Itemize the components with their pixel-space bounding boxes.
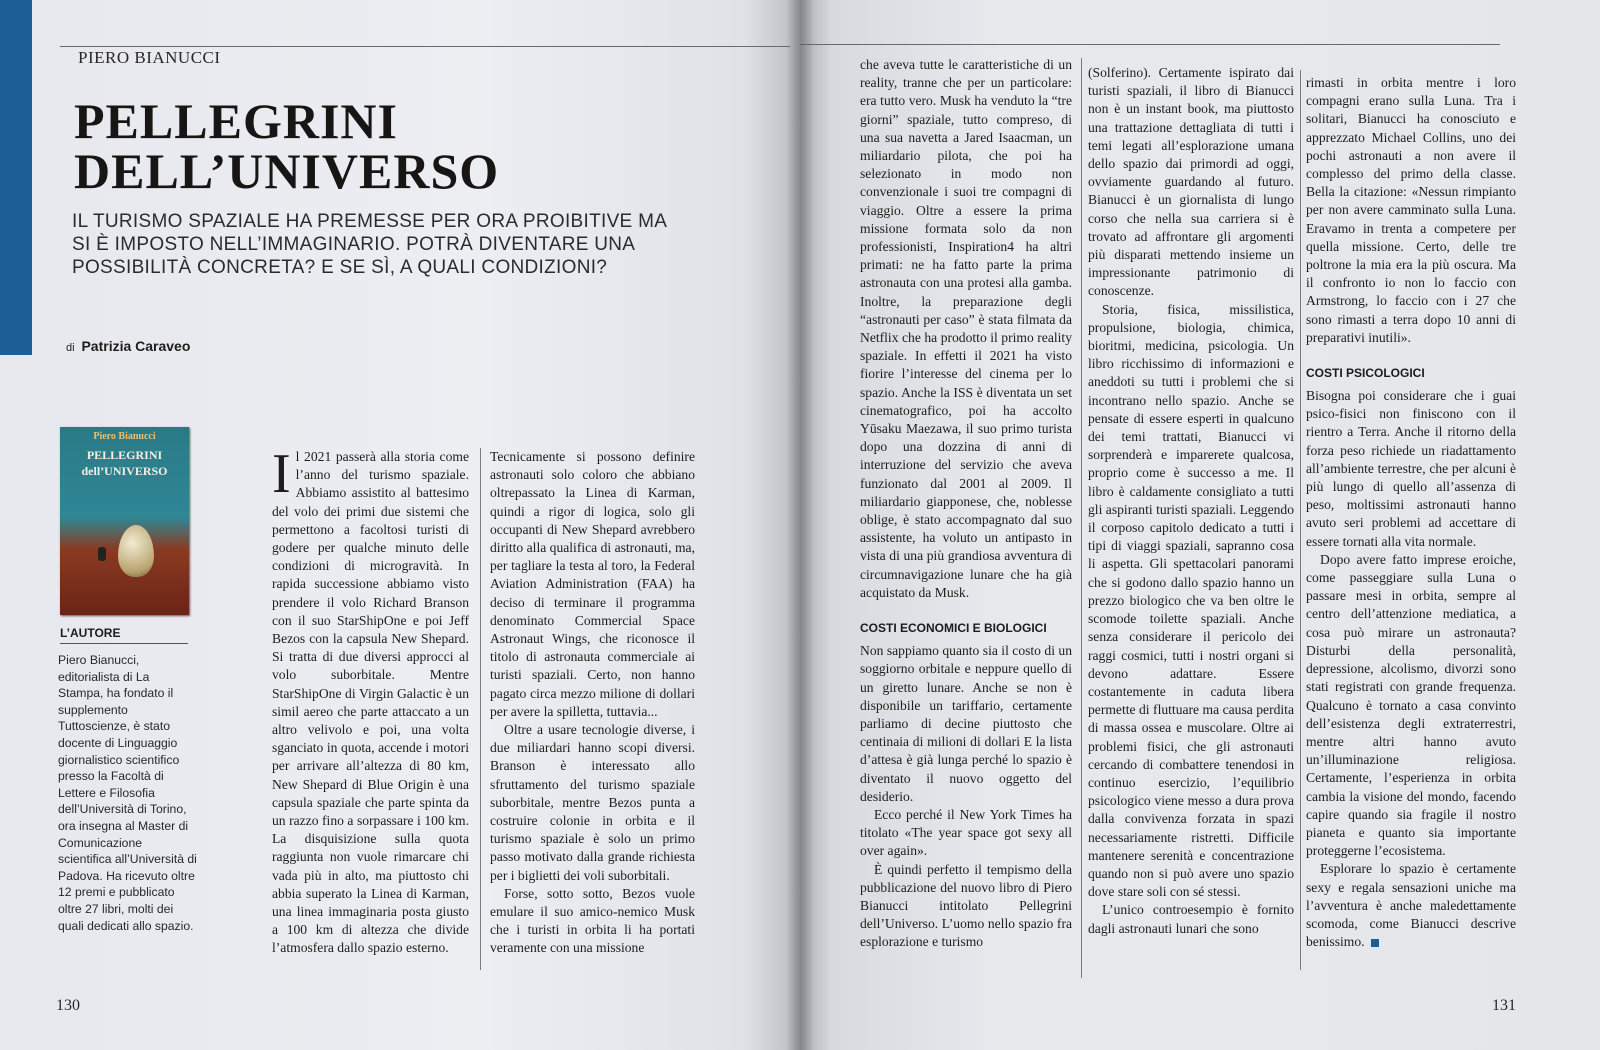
byline (66, 338, 190, 354)
astronaut-figure (98, 547, 106, 561)
header-rule (60, 46, 790, 47)
right-column-2 (1088, 64, 1294, 938)
body-paragraph: che aveva tutte le caratteristiche di un reality, tranne che per un particolare: era tutto vero. Musk ha venduto la “tre giorni” spaziale, tutto compreso, di una sua navetta a Jared Isaacman, un miliardario pilota, che poi ha selezionato in modo non convenzionale i suoi tre compagni di viaggio. Oltre a essere la prima missione formata solo da non professionisti, Inspiration4 ha altri primati: ne ha fatto parte la prima astronauta con una protesi alla gamba. Inoltre, la preparazione degli “astronauti per caso” è stata filmata da Netflix che ha prodotto il primo reality spaziale. In effetti il 2021 ha visto fiorire l’interesse del cinema per lo spazio. Anche la ISS è diventata un set cinematografico, poi ha accolto Yūsaku Maezawa, il suo primo turista dopo una dozzina di anni di interruzione del servizio che aveva funzionato dal 2001 al 2009. Il miliardario giapponese, che, noblesse oblige, è stato accompagnato dal suo assistente, ha voluto un antipasto in vista di una più grandiosa avventura di circumnavigazione lunare che ha già acquistato da Musk. (860, 57, 1072, 600)
byline-prefix: di (66, 342, 75, 354)
right-column-3 (1306, 74, 1516, 951)
title-line: PELLEGRINI (74, 93, 398, 149)
body-paragraph: È quindi perfetto il tempismo della pubblicazione del nuovo libro di Piero Bianucci intitolato Pellegrini dell’Universo. L’uomo nello spazio fra esplorazione e turismo (860, 861, 1072, 950)
article-title (74, 93, 500, 199)
section-heading: COSTI PSICOLOGICI (1306, 366, 1425, 381)
body-paragraph: Bisogna poi considerare che i guai psico-fisici non finiscono con il rientro a Terra. Anche il ritorno della forza peso richiede un riadattamento all’ambiente terrestre, che per alcuni è più lungo di quello all’assenza di peso, moltissimi astronauti hanno avuto seri problemi ad accettare di essere tornati alla vita normale. (1306, 388, 1516, 549)
book-cover-title-line: dell’UNIVERSO (81, 464, 168, 478)
author-box-label: L’AUTORE (60, 626, 121, 640)
end-of-article-mark (1371, 939, 1379, 947)
book-cover-title (60, 447, 189, 479)
book-spine-shadow (786, 0, 814, 1050)
column-separator (480, 448, 481, 970)
column-separator (1300, 70, 1301, 970)
body-paragraph: (Solferino). Certamente ispirato dai turisti spaziali, il libro di Bianucci non è un instant book, ma piuttosto una trattazione dettagliata di tutti i temi legati all’esplorazione umana dello spazio dai primordi ad oggi, ovviamente guardando al futuro. Bianucci è un giornalista di lungo corso che nella sua carriera si è trovato ad affrontare gli argomenti più disparati mettendo insieme un impressionante patrimonio di conoscenze. (1088, 65, 1294, 299)
book-cover-author: Piero Bianucci (93, 431, 156, 442)
section-heading: COSTI ECONOMICI E BIOLOGICI (860, 621, 1047, 636)
body-paragraph: Non sappiamo quanto sia il costo di un soggiorno orbitale e neppure quello di un giretto lunare. Anche se non è disponibile un tariffario, certamente parliamo di decine piuttosto che centinaia di milioni di dollari E la lista d’attesa è già lunga perché lo spazio è diventato il nuovo oggetto del desiderio. (860, 643, 1072, 804)
paragraph-text: Esplorare lo spazio è certamente sexy e regala sensazioni uniche ma l’avventura è anche maledettamente scomoda, come Bianucci descrive benissimo. (1306, 861, 1516, 950)
book-cover-image (60, 427, 189, 615)
book-cover-title-line: PELLEGRINI (86, 448, 163, 462)
running-head: PIERO BIANUCCI (78, 48, 221, 67)
body-paragraph: L’unico controesempio è fornito dagli astronauti lunari che sono (1088, 902, 1294, 936)
author-box-rule (60, 643, 188, 644)
header-rule (800, 44, 1500, 45)
body-paragraph (272, 443, 469, 958)
title-line: DELL’UNIVERSO (74, 143, 500, 199)
body-paragraph: Forse, sotto sotto, Bezos vuole emulare il suo amico-nemico Musk che i turisti in orbita li ha portati veramente con una missione (490, 885, 695, 956)
capsule-illustration (118, 525, 154, 577)
body-paragraph: rimasti in orbita mentre i loro compagni erano sulla Luna. Tra i solitari, Bianucci ha conosciuto e apprezzato Michael Collins, uno dei pochi astronauti a non avere il complesso del primo della classe. Bella la citazione: «Nessun rimpianto per non avere camminato sulla Luna. Eravamo in trenta a competere per quella missione. Certo, delle tre poltrone la mia era la più oscura. Ma il confronto io non lo faccio con Armstrong, lo faccio con i 27 che sono rimasti a terra dopo 10 anni di preparativi inutili». (1306, 75, 1516, 345)
drop-cap: I (272, 443, 291, 505)
right-page (800, 0, 1600, 1050)
page-number: 130 (56, 997, 80, 1014)
body-paragraph (1306, 860, 1516, 951)
left-column-2 (490, 448, 695, 958)
page-number: 131 (1492, 997, 1516, 1014)
article-subtitle: IL TURISMO SPAZIALE HA PREMESSE PER ORA PROIBITIVE MA SI È IMPOSTO NELL’IMMAGINARIO. POTRÀ DIVENTARE UNA POSSIBILITÀ CONCRETA? E SE SÌ, A QUALI CONDIZIONI? (72, 211, 667, 278)
body-paragraph: Oltre a usare tecnologie diverse, i due miliardari hanno scopi diversi. Branson è interessato allo sfruttamento del turismo spaziale suborbitale, mentre Bezos punta a costruire colonie in orbita e il turismo spaziale è solo un primo passo motivato dalla grande richiesta per i biglietti dei voli suborbitali. (490, 722, 695, 883)
byline-author: Patrizia Caraveo (81, 338, 191, 354)
right-column-1 (860, 56, 1072, 952)
column-separator (1081, 58, 1082, 978)
accent-bar (0, 0, 32, 355)
body-paragraph: Ecco perché il New York Times ha titolato «The year space got sexy all over again». (860, 806, 1072, 859)
body-paragraph: Storia, fisica, missilistica, propulsione, biologia, chimica, bioritmi, medicina, psicologia. Un libro ricchissimo di informazioni e aneddoti su tutti i problemi che si incontrano nello spazio. Anche se pensate di essere esperti in qualcuno dei temi trattati, Bianucci vi sorprenderà e imparerete qualcosa, proprio come è successo a me. Il libro è caldamente consigliato a tutti gli aspiranti turisti spaziali. Leggendo il corposo capitolo dedicato a tutti i tipi di viaggi spaziali, sapranno cosa li aspetta. Gli spettacolari panorami che si godono dallo spazio hanno un prezzo biologico che va ben oltre le scomode toilette spaziali. Anche senza considerare il pericolo dei raggi cosmici, tutti i nostri organi si devono adattare. Essere costantemente in caduta libera permette di fluttuare ma causa perdita di massa ossea e muscolare. Oltre ai problemi fisici, che gli astronauti cercando di combattere tenendosi in continuo esercizio, l’equilibrio psicologico viene messo a dura prova dalla convivenza forzata in spazi necessariamente ristretti. Difficile mantenere serenità e concentrazione quando non si può avere uno spazio dove stare soli con sé stessi. (1088, 301, 1294, 900)
body-paragraph: Dopo avere fatto imprese eroiche, come passeggiare sulla Luna o passare mesi in orbita, sempre al centro dell’attenzione mediatica, a cosa può mirare un astronauta? Disturbi della personalità, depressione, alcolismo, divorzi sono stati registrati con grande frequenza. Qualcuno è tornato a casa convinto dell’esistenza degli extraterrestri, mentre altri hanno avuto un’illuminazione religiosa. Certamente, l’esperienza in orbita cambia la visione del mondo, facendo capire quando sia fragile il nostro pianeta e quanto sia importante proteggerne l’ecosistema. (1306, 551, 1516, 859)
left-column-1 (272, 443, 469, 958)
author-box-text: Piero Bianucci, editorialista di La Stampa, ha fondato il supplemento Tuttoscienze, è stato docente di Linguaggio giornalistico scientifico presso la Facoltà di Lettere e Filosofia dell’Università di Torino, ora insegna al Master di Comunicazione scientifica all’Università di Padova. Ha ricevuto oltre 12 premi e pubblicato oltre 27 libri, molti dei quali dedicati allo spazio. (58, 653, 197, 933)
paragraph-text: l 2021 passerà alla storia come l’anno del turismo spaziale. Abbiamo assistito al battesimo del volo dei primi due sistemi che permettono a facoltosi turisti di godere per qualche minuto delle condizioni di microgravità. In rapida successione abbiamo visto prendere il volo Richard Branson con il suo StarShipOne e poi Jeff Bezos con la capsula New Shepard. Si tratta di due diversi approcci al volo suborbitale. Mentre StarShipOne di Virgin Galactic è un simil aereo che parte attaccato a un altro velivolo e poi, una volta sganciato in quota, accende i motori per arrivare all’altezza di 80 km, New Shepard di Blue Origin è una capsula spaziale che parte spinta da un razzo fino a sorpassare i 100 km. La disquisizione sulla quota raggiunta non vuole rimarcare chi vada più in alto, ma piuttosto chi abbia superato la Linea di Karman, una linea immaginaria posta giusto a 100 km di altezza che divide l’atmosfera dallo spazio esterno. (272, 449, 469, 956)
body-paragraph: Tecnicamente si possono definire astronauti solo coloro che abbiano oltrepassato la Linea di Karman, quindi a rigor di logica, solo gli occupanti di New Shepard avrebbero diritto alla qualifica di astronauti, ma, per tagliare la testa al toro, la Federal Aviation Administration (FAA) ha deciso di terminare il programma denominato Commercial Space Astronaut Wings, che riconosce il titolo di astronauta commerciale ai turisti spaziali. Certo, non hanno pagato circa mezzo milione di dollari per avere la spilletta, tuttavia... (490, 449, 695, 719)
